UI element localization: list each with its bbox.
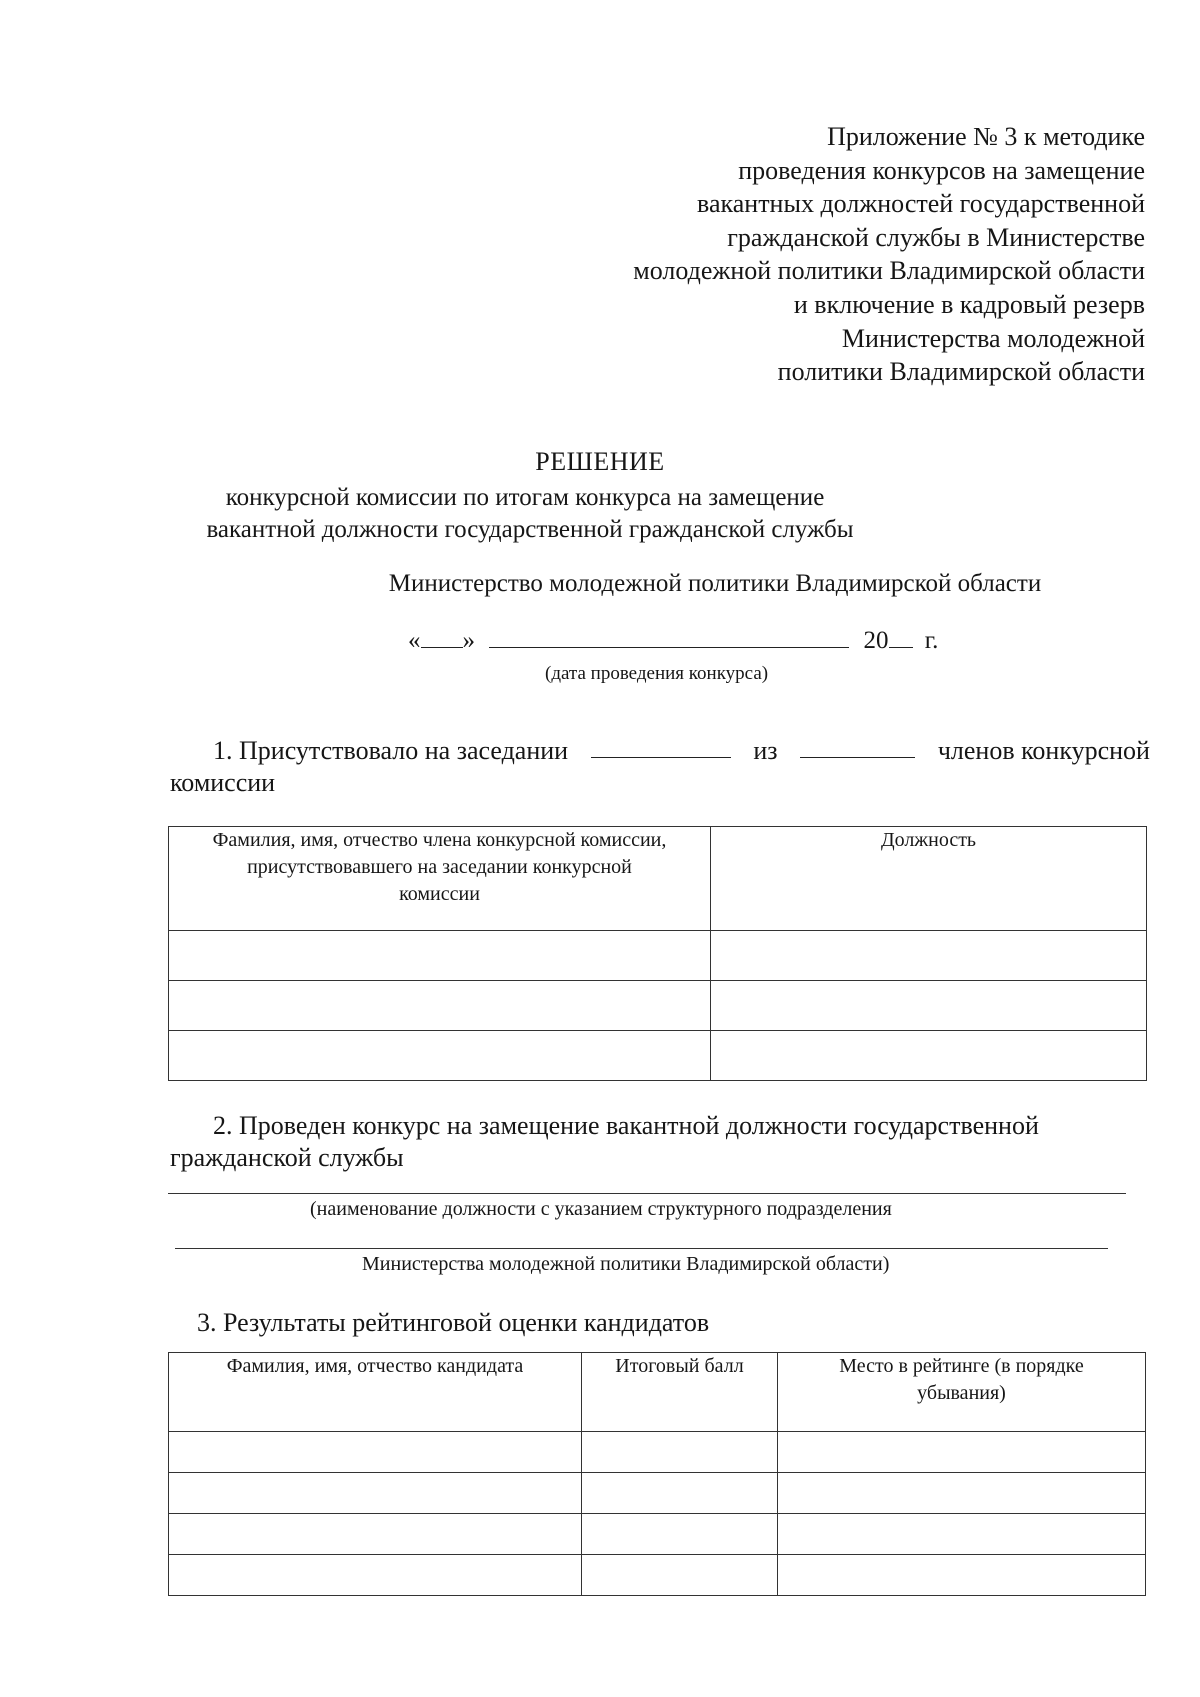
date-close-quote: » xyxy=(462,627,475,654)
table-row xyxy=(169,1031,1147,1081)
annex-note xyxy=(525,120,1145,389)
date-day-blank[interactable] xyxy=(421,625,463,648)
section2-text xyxy=(170,1110,1150,1174)
column-header-rating-place: Место в рейтинге (в порядке убывания) xyxy=(778,1353,1146,1432)
table-row xyxy=(169,931,1147,981)
column-header-total-score: Итоговый балл xyxy=(582,1353,778,1432)
table-row xyxy=(169,981,1147,1031)
table-row xyxy=(169,1432,1146,1473)
table-cell[interactable] xyxy=(169,931,711,981)
section1-text xyxy=(170,735,1150,799)
position-caption-line1: (наименование должности с указанием структурного подразделения xyxy=(310,1198,892,1220)
section2-text-a-span: 2. Проведен конкурс на замещение вакантной должности государственной xyxy=(213,1111,1039,1140)
annex-line: проведения конкурсов на замещение xyxy=(738,155,1145,185)
table-cell[interactable] xyxy=(778,1555,1146,1596)
table-cell[interactable] xyxy=(169,1432,582,1473)
date-line xyxy=(408,625,938,655)
date-open-quote: « xyxy=(408,627,421,654)
table-cell[interactable] xyxy=(778,1432,1146,1473)
table-header-row xyxy=(169,1353,1146,1432)
table-cell[interactable] xyxy=(582,1473,778,1514)
section2-text-a xyxy=(170,1110,1150,1142)
present-count-blank[interactable] xyxy=(591,735,731,758)
table-cell[interactable] xyxy=(169,1514,582,1555)
position-caption-line2: Министерства молодежной политики Владимирской области) xyxy=(362,1253,890,1275)
table-cell[interactable] xyxy=(169,1031,711,1081)
total-count-blank[interactable] xyxy=(800,735,915,758)
position-name-blank-line1[interactable] xyxy=(168,1193,1126,1194)
table-cell[interactable] xyxy=(169,1473,582,1514)
date-caption: (дата проведения конкурса) xyxy=(545,663,769,684)
date-year-blank[interactable] xyxy=(889,625,913,648)
table-cell[interactable] xyxy=(169,981,711,1031)
document-subtitle-line2: вакантной должности государственной гражданской службы xyxy=(206,516,854,543)
document-title: РЕШЕНИЕ xyxy=(535,447,665,476)
annex-line: и включение в кадровый резерв xyxy=(793,289,1145,319)
table-cell[interactable] xyxy=(169,1555,582,1596)
table-cell[interactable] xyxy=(778,1514,1146,1555)
annex-line: политики Владимирской области xyxy=(777,357,1145,387)
table-cell[interactable] xyxy=(711,1031,1147,1081)
table-cell[interactable] xyxy=(778,1473,1146,1514)
position-name-blank-line2[interactable] xyxy=(175,1248,1108,1249)
date-month-blank[interactable] xyxy=(489,625,849,648)
table-cell[interactable] xyxy=(582,1432,778,1473)
table-cell[interactable] xyxy=(582,1555,778,1596)
section3-heading: 3. Результаты рейтинговой оценки кандидатов xyxy=(197,1308,710,1337)
table-row xyxy=(169,1473,1146,1514)
table-row xyxy=(169,1514,1146,1555)
section2-text-b: гражданской службы xyxy=(170,1143,404,1172)
table-cell[interactable] xyxy=(582,1514,778,1555)
column-header-position: Должность xyxy=(711,827,1147,931)
date-year-suffix: г. xyxy=(924,627,939,654)
section1-text-d: комиссии xyxy=(170,768,276,797)
annex-line: вакантных должностей государственной xyxy=(697,189,1145,219)
table-cell[interactable] xyxy=(711,981,1147,1031)
table-row xyxy=(169,1555,1146,1596)
commission-members-table xyxy=(168,826,1147,1081)
date-year-prefix: 20 xyxy=(863,627,889,654)
table-cell[interactable] xyxy=(711,931,1147,981)
annex-line: Министерства молодежной xyxy=(841,323,1145,353)
annex-line: Приложение № 3 к методике xyxy=(827,122,1145,151)
annex-line: молодежной политики Владимирской области xyxy=(633,256,1145,286)
candidate-rating-table xyxy=(168,1352,1146,1596)
column-header-member-name: Фамилия, имя, отчество члена конкурсной комиссии, присутствовавшего на заседании конкурсной комиссии xyxy=(169,827,711,931)
section1-text-b: из xyxy=(753,736,778,765)
table-header-row xyxy=(169,827,1147,931)
ministry-name: Министерство молодежной политики Владимирской области xyxy=(388,570,1042,597)
annex-line: гражданской службы в Министерстве xyxy=(727,222,1145,252)
section1-text-c: членов конкурсной xyxy=(937,736,1150,765)
document-subtitle-line1: конкурсной комиссии по итогам конкурса на замещение xyxy=(225,484,825,511)
section1-text-a: 1. Присутствовало на заседании xyxy=(213,736,569,765)
column-header-candidate-name: Фамилия, имя, отчество кандидата xyxy=(169,1353,582,1432)
